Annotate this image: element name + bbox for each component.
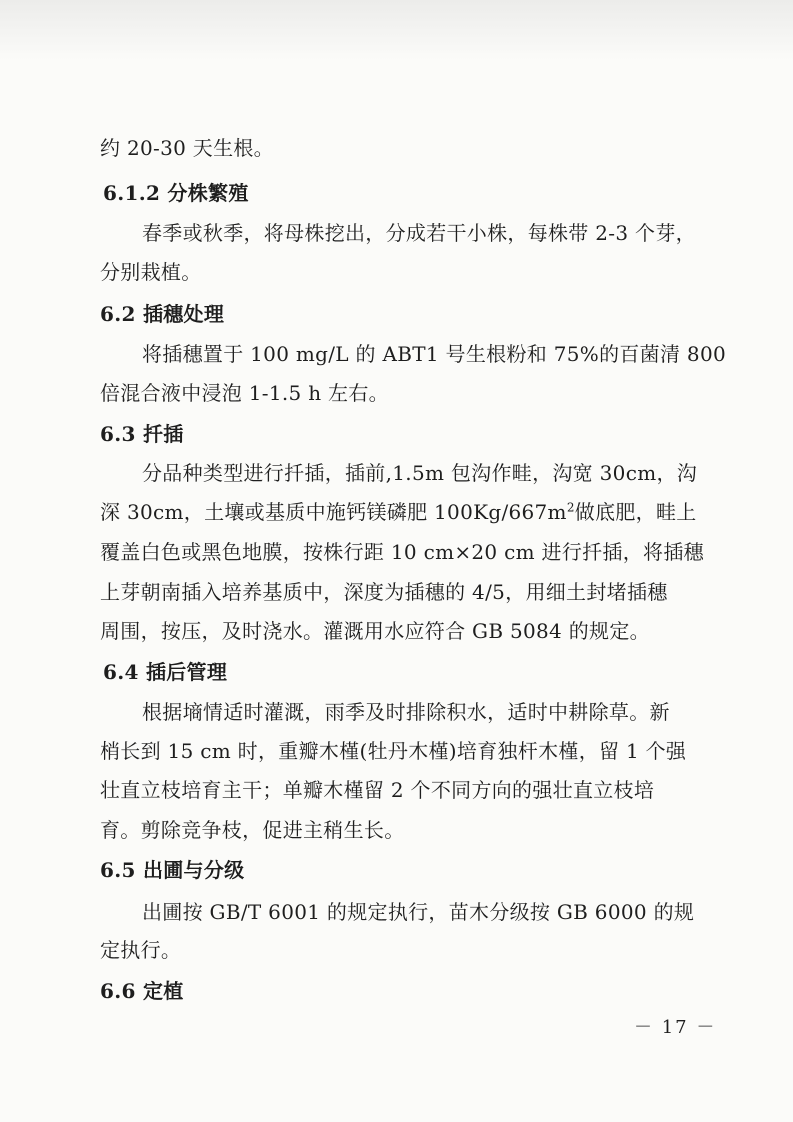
paragraph-line: 分别栽植。 xyxy=(100,260,202,284)
paragraph-line: 上芽朝南插入培养基质中，深度为插穗的 4/5，用细土封堵插穗 xyxy=(100,580,668,604)
section-heading-6-5: 6.5 出圃与分级 xyxy=(100,858,245,882)
paragraph-line: 出圃按 GB/T 6001 的规定执行，苗木分级按 GB 6000 的规 xyxy=(142,900,695,924)
paragraph-line: 周围，按压，及时浇水。灌溉用水应符合 GB 5084 的规定。 xyxy=(100,619,650,643)
paragraph-line: 春季或秋季，将母株挖出，分成若干小株，每株带 2-3 个芽， xyxy=(142,221,696,245)
paragraph-line: 根据墒情适时灌溉，雨季及时排除积水，适时中耕除草。新 xyxy=(142,700,670,724)
paragraph-line: 分品种类型进行扦插，插前,1.5m 包沟作畦，沟宽 30cm，沟 xyxy=(142,461,698,485)
section-heading-6-4: 6.4 插后管理 xyxy=(103,660,228,684)
paragraph-line: 覆盖白色或黑色地膜，按株行距 10 cm×20 cm 进行扦插，将插穗 xyxy=(100,540,704,564)
paragraph-line: 约 20-30 天生根。 xyxy=(100,136,274,160)
paragraph-line: 梢长到 15 cm 时，重瓣木槿(牡丹木槿)培育独杆木槿，留 1 个强 xyxy=(100,739,687,763)
section-heading-6-1-2: 6.1.2 分株繁殖 xyxy=(103,181,249,205)
section-heading-6-3: 6.3 扦插 xyxy=(100,422,184,446)
line-text: 做底肥，畦上 xyxy=(574,500,697,524)
paragraph-line: 壮直立枝培育主干；单瓣木槿留 2 个不同方向的强壮直立枝培 xyxy=(100,778,655,802)
line-text: 深 30cm，土壤或基质中施钙镁磷肥 100Kg/667m xyxy=(100,500,567,524)
section-heading-6-2: 6.2 插穗处理 xyxy=(100,302,225,326)
page-number: － 17 － xyxy=(634,1017,717,1038)
paragraph-line xyxy=(100,498,697,526)
paragraph-line: 倍混合液中浸泡 1-1.5 h 左右。 xyxy=(100,381,389,405)
paragraph-line: 定执行。 xyxy=(100,938,182,962)
paragraph-line: 将插穗置于 100 mg/L 的 ABT1 号生根粉和 75%的百菌清 800 xyxy=(142,342,726,366)
section-heading-6-6: 6.6 定植 xyxy=(100,979,184,1003)
superscript: 2 xyxy=(566,500,575,515)
paragraph-line: 育。剪除竞争枝，促进主稍生长。 xyxy=(100,818,405,842)
